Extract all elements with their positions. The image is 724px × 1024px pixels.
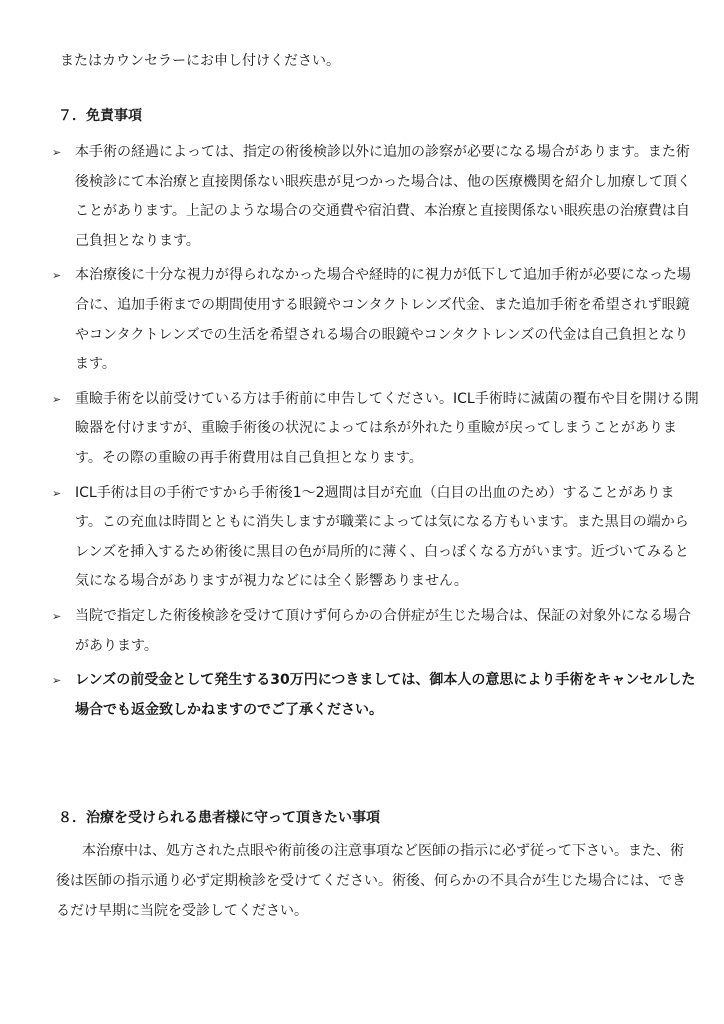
list-item xyxy=(50,138,700,256)
section-8-paragraph: 本治療中は、処方された点眼や術前後の注意事項など医師の指示に必ず従って下さい。また、術後は医師の指示通り必ず定期検診を受けてください。術後、何らかの不具合が生じた場合には、できるだけ早期に当院を受診してください。 xyxy=(56,843,686,919)
list-item-text: 本治療後に十分な視力が得られなかった場合や経時的に視力が低下して追加手術が必要になった場合に、追加手術までの期間使用する眼鏡やコンタクトレンズ代金、また追加手術を希望されず眼鏡やコンタクトレンズでの生活を希望される場合の眼鏡やコンタクトレンズの代金は自己負担となります。 xyxy=(75,267,691,373)
list-item xyxy=(50,385,700,474)
list-item-text: レンズの前受金として発生する30万円につきましては、御本人の意思により手術をキャンセルした場合でも返金致しかねますのでご了承ください。 xyxy=(75,672,696,718)
arrow-bullet-icon: ➢ xyxy=(52,674,62,688)
list-item-emphasized xyxy=(50,666,700,725)
intro-line: またはカウンセラーにお申し付けください。 xyxy=(60,53,340,69)
arrow-bullet-icon: ➢ xyxy=(52,392,62,406)
list-item-text: ICL手術は目の手術ですから手術後1～2週間は目が充血（白目の出血のため）することがあります。この充血は時間とともに消失しますが職業によっては気になる方もいます。また黒目の端からレンズを挿入するため術後に黒目の色が局所的に薄く、白っぽくなる方がいます。近づいてみると気になる場合がありますが視力などには全く影響ありません。 xyxy=(75,484,689,590)
list-item-text: 当院で指定した術後検診を受けて頂けず何らかの合併症が生じた場合は、保証の対象外になる場合があります。 xyxy=(75,607,691,654)
list-item-text: 重瞼手術を以前受けている方は手術前に申告してください。ICL手術時に滅菌の覆布や目を開ける開瞼器を付けますが、重瞼手術後の状況によっては糸が外れたり重瞼が戻ってしまうことがあります。その際の重瞼の再手術費用は自己負担となります。 xyxy=(75,390,699,466)
list-item xyxy=(50,602,700,661)
disclaimer-list xyxy=(50,138,700,730)
arrow-bullet-icon: ➢ xyxy=(52,609,62,623)
arrow-bullet-icon: ➢ xyxy=(52,269,62,283)
list-item xyxy=(50,479,700,597)
arrow-bullet-icon: ➢ xyxy=(52,486,62,500)
section-7-heading: ７．免責事項 xyxy=(58,108,142,124)
arrow-bullet-icon: ➢ xyxy=(52,146,62,159)
list-item-text: 本手術の経過によっては、指定の術後検診以外に追加の診察が必要になる場合があります。また術後検診にて本治療と直接関係ない眼疾患が見つかった場合は、他の医療機関を紹介し加療して頂くことがあります。上記のような場合の交通費や宿泊費、本治療と直接関係ない眼疾患の治療費は自己負担となります。 xyxy=(75,144,691,249)
section-8-heading: ８．治療を受けられる患者様に守って頂きたい事項 xyxy=(58,810,380,826)
list-item xyxy=(50,261,700,379)
